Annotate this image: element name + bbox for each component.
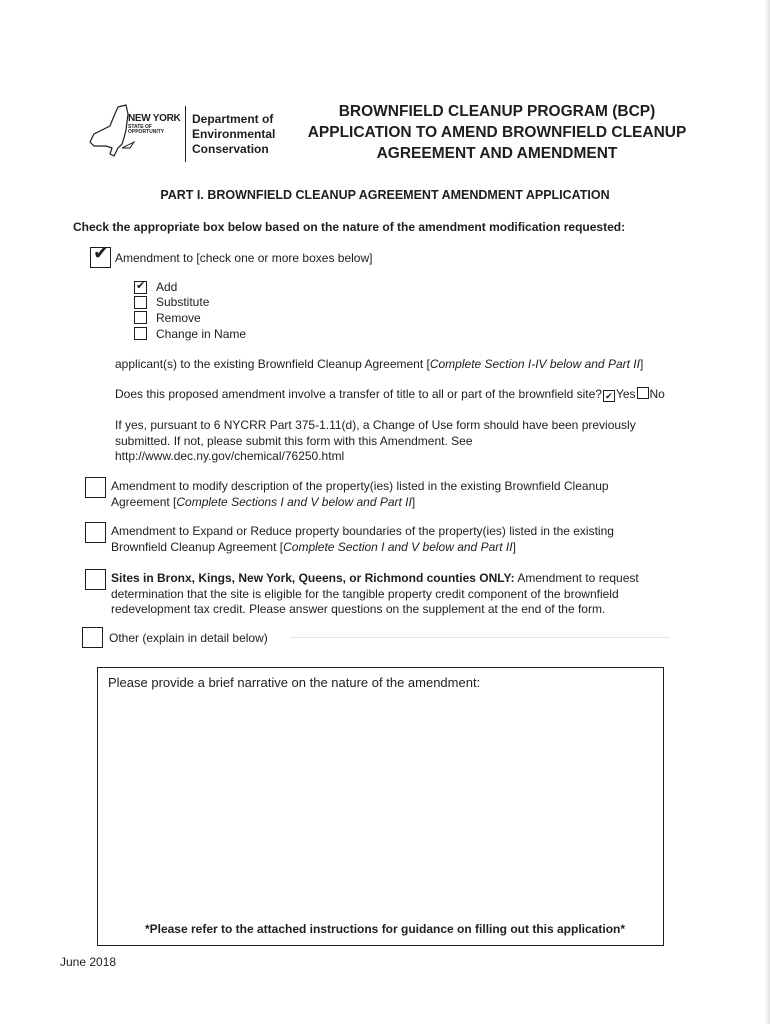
counties-line2: determination that the site is eligible for the tangible property credit component of the brownfield (111, 586, 619, 601)
nycrr-paragraph (115, 418, 636, 465)
add-label: Add (156, 280, 178, 294)
modify-description-text (111, 479, 609, 510)
transfer-of-title-question (115, 387, 665, 403)
expand-close: ] (512, 539, 516, 554)
logo-divider (185, 106, 186, 162)
expand-instruction: Complete Section I and V below and Part II (283, 539, 513, 554)
dec-url-link[interactable]: http://www.dec.ny.gov/chemical/76250.html (115, 449, 345, 463)
modify-instruction: Complete Sections I and V below and Part II (176, 494, 412, 509)
counties-line1 (111, 571, 639, 587)
form-title (292, 101, 702, 164)
applicant-text: applicant(s) to the existing Brownfield Cleanup Agreement [ (115, 357, 430, 371)
check-icon: ✔ (605, 391, 613, 401)
remove-checkbox[interactable] (134, 311, 147, 324)
transfer-yes-label: Yes (615, 387, 636, 401)
other-checkbox[interactable] (82, 627, 103, 648)
substitute-checkbox[interactable] (134, 296, 147, 309)
transfer-no-checkbox[interactable] (637, 387, 649, 399)
transfer-yes-checkbox[interactable] (603, 390, 615, 402)
nysdec-logo (88, 104, 283, 162)
remove-label: Remove (156, 311, 201, 325)
scan-edge-shadow (764, 0, 770, 1024)
narrative-label: Please provide a brief narrative on the nature of the amendment: (108, 675, 481, 690)
modify-description-line2 (111, 495, 609, 511)
expand-reduce-text (111, 524, 614, 555)
part-title: PART I. BROWNFIELD CLEANUP AGREEMENT AMENDMENT APPLICATION (160, 188, 610, 202)
department-name (192, 112, 275, 157)
counties-bold: Sites in Bronx, Kings, New York, Queens, or Richmond counties ONLY: (111, 571, 515, 585)
modify-close: ] (411, 494, 416, 509)
form-date: June 2018 (60, 955, 117, 969)
instructions-note: *Please refer to the attached instructions for guidance on filling out this application* (144, 922, 626, 936)
substitute-label: Substitute (156, 295, 210, 309)
faint-rule (290, 637, 670, 638)
tangible-property-credit-text (111, 571, 639, 618)
narrative-textarea[interactable] (97, 667, 664, 946)
counties-line3: redevelopment tax credit. Please answer questions on the supplement at the end of the form. (111, 602, 606, 616)
amendment-applicant-checkbox[interactable] (90, 243, 111, 268)
other-label: Other (explain in detail below) (109, 631, 268, 645)
department-line: Environmental (192, 127, 276, 141)
transfer-question-text: Does this proposed amendment involve a transfer of title to all or part of the brownfield site? (115, 387, 602, 401)
check-icon: ✔ (136, 280, 146, 292)
applicant-instruction: Complete Section I-IV below and Part II (429, 357, 640, 371)
title-line: APPLICATION TO AMEND BROWNFIELD CLEANUP (307, 124, 687, 141)
title-line: AGREEMENT AND AMENDMENT (376, 145, 618, 162)
department-line: Conservation (192, 142, 269, 156)
applicant-close: ] (639, 357, 644, 371)
state-name: NEW YORK (128, 113, 181, 124)
department-line: Department of (192, 112, 274, 126)
nycrr-line: If yes, pursuant to 6 NYCRR Part 375-1.11(d), a Change of Use form should have been previously (115, 418, 636, 432)
modify-description-line1: Amendment to modify description of the property(ies) listed in the existing Brownfield Cleanup (111, 479, 609, 493)
amendment-applicant-label: Amendment to [check one or more boxes below] (115, 251, 373, 265)
counties-rest: Amendment to request (514, 571, 639, 585)
expand-reduce-checkbox[interactable] (85, 522, 106, 543)
change-in-name-checkbox[interactable] (134, 327, 147, 340)
expand-text: Brownfield Cleanup Agreement [ (111, 539, 284, 554)
title-line: BROWNFIELD CLEANUP PROGRAM (BCP) (338, 103, 656, 120)
tangible-property-credit-checkbox[interactable] (85, 569, 106, 590)
modify-description-checkbox[interactable] (85, 477, 106, 498)
expand-reduce-line1: Amendment to Expand or Reduce property boundaries of the property(ies) listed in the existing (111, 524, 614, 538)
transfer-no-label: No (649, 387, 665, 401)
change-in-name-label: Change in Name (156, 327, 247, 341)
modify-text: Agreement [ (111, 494, 177, 509)
add-checkbox[interactable] (134, 281, 147, 294)
state-tagline: STATE OF OPPORTUNITY (128, 124, 165, 135)
expand-reduce-line2 (111, 540, 614, 556)
nycrr-line: submitted. If not, please submit this form with this Amendment. See (115, 433, 473, 448)
check-icon: ✔ (93, 243, 109, 264)
instruction-text: Check the appropriate box below based on the nature of the amendment modification requested: (73, 220, 626, 234)
applicant-existing-agreement-text (115, 357, 643, 373)
